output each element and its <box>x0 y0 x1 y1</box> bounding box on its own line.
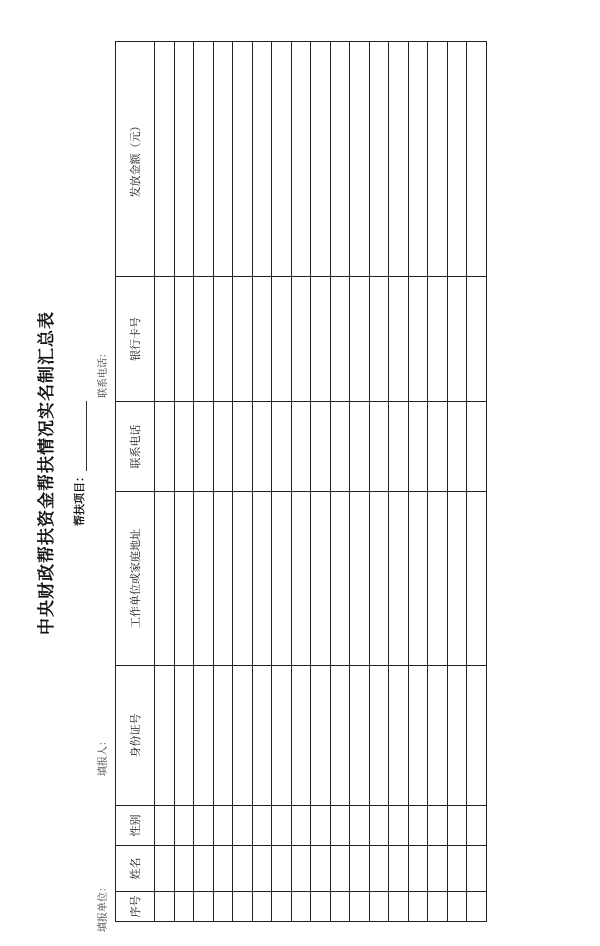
table-row <box>330 42 350 922</box>
table-cell[interactable] <box>369 846 389 892</box>
table-cell[interactable] <box>233 492 253 666</box>
table-cell[interactable] <box>311 402 331 492</box>
table-cell[interactable] <box>272 892 292 922</box>
table-cell[interactable] <box>369 492 389 666</box>
table-cell[interactable] <box>213 666 233 806</box>
table-cell[interactable] <box>155 666 175 806</box>
table-cell[interactable] <box>350 402 370 492</box>
table-cell[interactable] <box>350 42 370 277</box>
table-cell[interactable] <box>155 846 175 892</box>
table-cell[interactable] <box>252 892 272 922</box>
table-cell[interactable] <box>428 42 448 277</box>
table-cell[interactable] <box>213 846 233 892</box>
table-cell[interactable] <box>311 892 331 922</box>
table-cell[interactable] <box>252 492 272 666</box>
table-row <box>428 42 448 922</box>
col-header-id-number: 身份证号 <box>116 666 155 806</box>
table-row <box>272 42 292 922</box>
table-row <box>233 42 253 922</box>
table-cell[interactable] <box>408 402 428 492</box>
table-row <box>350 42 370 922</box>
table-cell[interactable] <box>389 806 409 846</box>
table-cell[interactable] <box>213 42 233 277</box>
table-cell[interactable] <box>447 492 467 666</box>
table-cell[interactable] <box>272 806 292 846</box>
table-cell[interactable] <box>330 892 350 922</box>
table-cell[interactable] <box>428 402 448 492</box>
table-cell[interactable] <box>194 806 214 846</box>
table-cell[interactable] <box>174 402 194 492</box>
table-cell[interactable] <box>233 277 253 402</box>
table-row <box>467 42 487 922</box>
table-cell[interactable] <box>447 402 467 492</box>
table-cell[interactable] <box>428 892 448 922</box>
table-cell[interactable] <box>408 42 428 277</box>
form-title: 中央财政帮扶资金帮扶情况实名制汇总表 <box>37 311 57 635</box>
table-cell[interactable] <box>369 892 389 922</box>
table-cell[interactable] <box>330 42 350 277</box>
table-row <box>155 42 175 922</box>
table-cell[interactable] <box>155 892 175 922</box>
table-row <box>194 42 214 922</box>
table-cell[interactable] <box>311 492 331 666</box>
table-cell[interactable] <box>155 277 175 402</box>
table-cell[interactable] <box>291 846 311 892</box>
table-row <box>174 42 194 922</box>
table-cell[interactable] <box>233 402 253 492</box>
table-cell[interactable] <box>408 277 428 402</box>
table-cell[interactable] <box>252 666 272 806</box>
table-cell[interactable] <box>174 806 194 846</box>
table-cell[interactable] <box>213 277 233 402</box>
table-cell[interactable] <box>233 666 253 806</box>
table-cell[interactable] <box>447 277 467 402</box>
table-cell[interactable] <box>467 806 487 846</box>
table-cell[interactable] <box>428 666 448 806</box>
table-cell[interactable] <box>330 806 350 846</box>
table-cell[interactable] <box>311 806 331 846</box>
table-cell[interactable] <box>369 42 389 277</box>
table-cell[interactable] <box>369 277 389 402</box>
table-cell[interactable] <box>408 806 428 846</box>
table-cell[interactable] <box>330 277 350 402</box>
table-cell[interactable] <box>428 277 448 402</box>
table-cell[interactable] <box>233 846 253 892</box>
table-cell[interactable] <box>408 666 428 806</box>
reporter-label: 填报人： <box>98 736 109 776</box>
table-row <box>447 42 467 922</box>
table-cell[interactable] <box>369 806 389 846</box>
table-cell[interactable] <box>194 666 214 806</box>
table-cell[interactable] <box>330 402 350 492</box>
project-label: 帮扶项目： <box>73 471 86 526</box>
contact-phone-label: 联系电话： <box>98 348 109 398</box>
reporting-unit-label: 填报单位： <box>98 882 109 932</box>
table-cell[interactable] <box>311 846 331 892</box>
table-row <box>252 42 272 922</box>
table-cell[interactable] <box>389 492 409 666</box>
roster-table <box>115 41 487 922</box>
table-cell[interactable] <box>291 42 311 277</box>
table-row <box>369 42 389 922</box>
table-cell[interactable] <box>272 277 292 402</box>
table-cell[interactable] <box>252 846 272 892</box>
table-cell[interactable] <box>233 42 253 277</box>
table-cell[interactable] <box>447 892 467 922</box>
col-header-name: 姓名 <box>116 846 155 892</box>
table-cell[interactable] <box>174 846 194 892</box>
table-cell[interactable] <box>252 42 272 277</box>
table-cell[interactable] <box>272 402 292 492</box>
table-cell[interactable] <box>350 846 370 892</box>
table-cell[interactable] <box>330 492 350 666</box>
table-cell[interactable] <box>291 402 311 492</box>
table-cell[interactable] <box>389 666 409 806</box>
table-cell[interactable] <box>428 806 448 846</box>
table-cell[interactable] <box>350 806 370 846</box>
col-header-index: 序号 <box>116 892 155 922</box>
table-cell[interactable] <box>174 42 194 277</box>
table-row <box>291 42 311 922</box>
table-row <box>408 42 428 922</box>
table-cell[interactable] <box>291 892 311 922</box>
table-cell[interactable] <box>272 492 292 666</box>
table-cell[interactable] <box>272 42 292 277</box>
table-cell[interactable] <box>194 277 214 402</box>
table-cell[interactable] <box>213 806 233 846</box>
col-header-phone: 联系电话 <box>116 402 155 492</box>
project-blank <box>85 401 87 471</box>
table-cell[interactable] <box>155 42 175 277</box>
table-cell[interactable] <box>330 846 350 892</box>
project-field <box>71 401 87 526</box>
table-cell[interactable] <box>155 402 175 492</box>
table-cell[interactable] <box>291 277 311 402</box>
table-cell[interactable] <box>389 277 409 402</box>
table-cell[interactable] <box>330 666 350 806</box>
col-header-bank-card: 银行卡号 <box>116 277 155 402</box>
table-row <box>213 42 233 922</box>
table-cell[interactable] <box>447 42 467 277</box>
table-body <box>155 42 487 922</box>
table-cell[interactable] <box>389 42 409 277</box>
table-cell[interactable] <box>467 277 487 402</box>
table-cell[interactable] <box>252 402 272 492</box>
table-cell[interactable] <box>311 42 331 277</box>
table-cell[interactable] <box>467 892 487 922</box>
table-cell[interactable] <box>213 402 233 492</box>
table-cell[interactable] <box>194 892 214 922</box>
table-cell[interactable] <box>428 846 448 892</box>
table-cell[interactable] <box>174 666 194 806</box>
table-cell[interactable] <box>408 892 428 922</box>
table-cell[interactable] <box>369 666 389 806</box>
table-cell[interactable] <box>311 277 331 402</box>
table-cell[interactable] <box>155 492 175 666</box>
table-row <box>389 42 409 922</box>
table-cell[interactable] <box>467 42 487 277</box>
table-cell[interactable] <box>447 666 467 806</box>
table-cell[interactable] <box>291 666 311 806</box>
table-cell[interactable] <box>194 846 214 892</box>
table-row <box>311 42 331 922</box>
table-cell[interactable] <box>350 892 370 922</box>
table-cell[interactable] <box>311 666 331 806</box>
table-cell[interactable] <box>194 492 214 666</box>
table-cell[interactable] <box>467 492 487 666</box>
table-cell[interactable] <box>467 666 487 806</box>
table-cell[interactable] <box>467 402 487 492</box>
table-cell[interactable] <box>272 666 292 806</box>
table-cell[interactable] <box>174 892 194 922</box>
table-cell[interactable] <box>350 277 370 402</box>
table-cell[interactable] <box>233 806 253 846</box>
table-cell[interactable] <box>408 846 428 892</box>
table-cell[interactable] <box>252 806 272 846</box>
table-cell[interactable] <box>350 492 370 666</box>
table-cell[interactable] <box>291 806 311 846</box>
table-cell[interactable] <box>252 277 272 402</box>
table-cell[interactable] <box>194 402 214 492</box>
table-cell[interactable] <box>213 892 233 922</box>
table-cell[interactable] <box>174 277 194 402</box>
col-header-gender: 性别 <box>116 806 155 846</box>
table-cell[interactable] <box>350 666 370 806</box>
table-cell[interactable] <box>174 492 194 666</box>
table-cell[interactable] <box>389 402 409 492</box>
table-cell[interactable] <box>233 892 253 922</box>
table-cell[interactable] <box>447 806 467 846</box>
table-cell[interactable] <box>272 846 292 892</box>
table-cell[interactable] <box>213 492 233 666</box>
header-row <box>116 42 155 922</box>
col-header-amount: 发放金额（元） <box>116 42 155 277</box>
table-cell[interactable] <box>369 402 389 492</box>
table-cell[interactable] <box>467 846 487 892</box>
table-cell[interactable] <box>389 846 409 892</box>
table-cell[interactable] <box>428 492 448 666</box>
table-cell[interactable] <box>389 892 409 922</box>
table-cell[interactable] <box>447 846 467 892</box>
table-cell[interactable] <box>194 42 214 277</box>
table-cell[interactable] <box>408 492 428 666</box>
table-cell[interactable] <box>155 806 175 846</box>
table-cell[interactable] <box>291 492 311 666</box>
col-header-address: 工作单位或家庭地址 <box>116 492 155 666</box>
